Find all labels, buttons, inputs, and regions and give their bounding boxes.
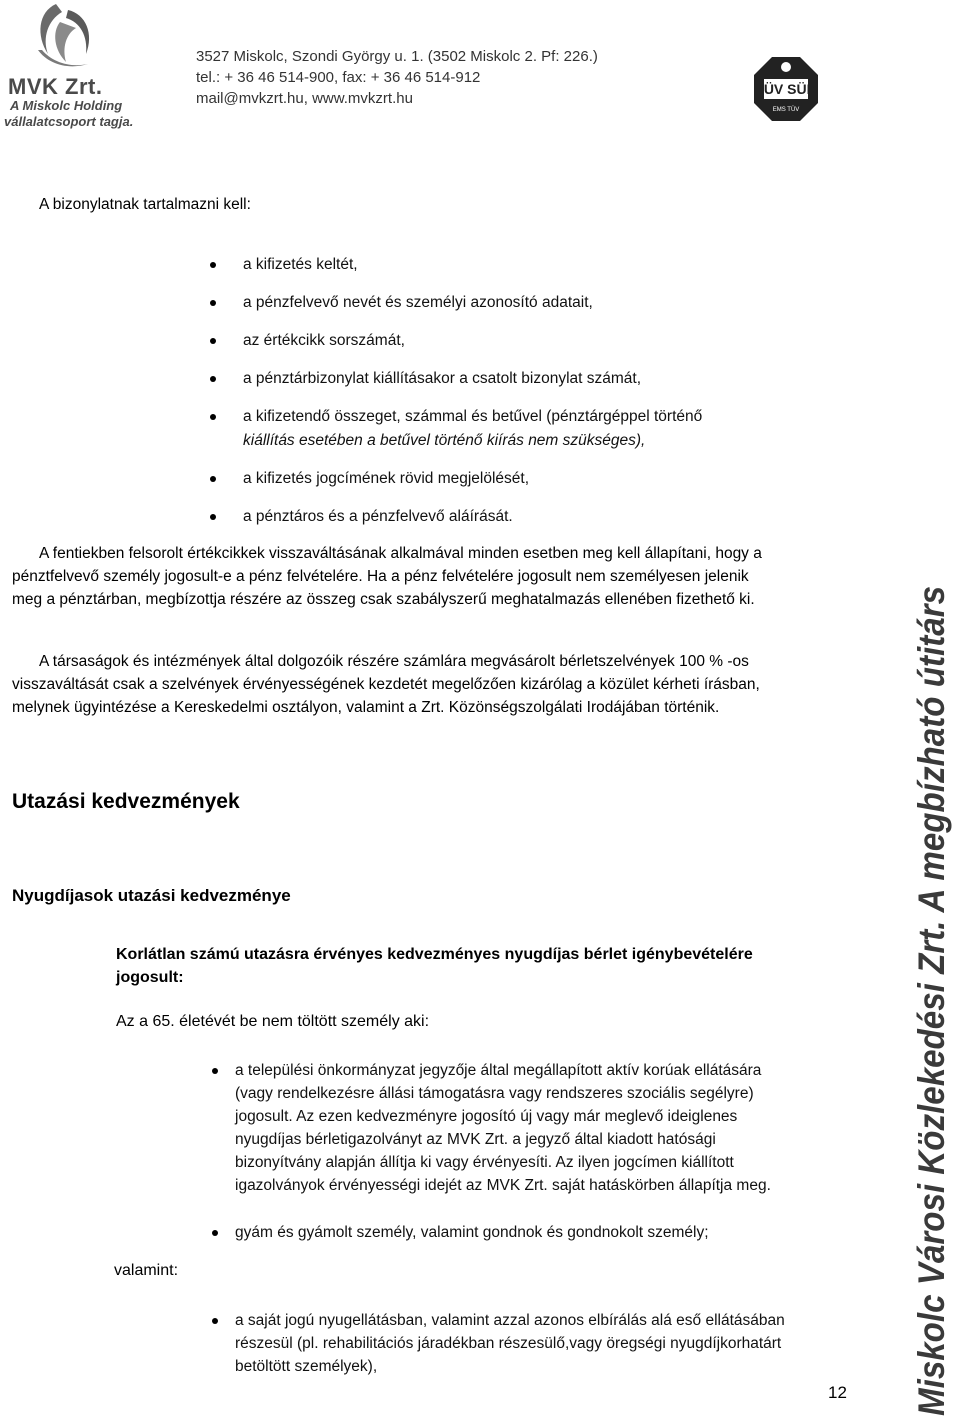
logo-subtitle: A Miskolc Holding (10, 98, 123, 113)
list-item: a kifizetés keltét, (243, 253, 358, 276)
list-item: a kifizetendő összeget, számmal és betűvel (pénztárgéppel történő (243, 405, 702, 428)
bullet-icon (210, 338, 216, 344)
bullet-icon (210, 476, 216, 482)
bullet-icon (210, 514, 216, 520)
list-item: a saját jogú nyugellátásban, valamint azzal azonos elbírálás alá eső ellátásában (235, 1309, 785, 1332)
list-item-continuation: igazolványok érvényességi idejét az MVK Zrt. saját hatáskörben állapítja meg. (235, 1177, 771, 1194)
phone-line: tel.: + 36 46 514-900, fax: + 36 46 514-912 (196, 69, 481, 86)
subsection-title: Nyugdíjasok utazási kedvezménye (12, 886, 291, 905)
list-item-continuation: (vagy rendelkezésre állási támogatásra vagy rendszeres szociális segélyre) (235, 1085, 754, 1102)
valamint-label: valamint: (114, 1262, 179, 1279)
intro-text: A bizonylatnak tartalmazni kell: (39, 196, 251, 213)
eligibility-heading: Korlátlan számú utazásra érvényes kedvezményes nyugdíjas bérlet igénybevételére jogosult: (116, 946, 753, 986)
list-item-continuation: kiállítás esetében a betűvel történő kiírás nem szükséges), (243, 432, 646, 449)
logo-subtitle-2: vállalatcsoport tagja. (4, 114, 134, 129)
tuv-label: TÜV SÜD (755, 81, 817, 97)
list-item: a kifizetés jogcímének rövid megjelölését, (243, 467, 529, 490)
paragraph-company-refund: A társaságok és intézmények által dolgozóik részére számlára megvásárolt bérletszelvények 100 % -os visszaváltását csak a szelvények érvényességének kezdetét megelőzően kizárólag a közület kérheti írásban, melynek ügyintézése a Kereskedelmi osztályon, valamint a Zrt. Közönségszolgálati Irodájában történik. (12, 653, 760, 716)
email-web-line: mail@mvkzrt.hu, www.mvkzrt.hu (196, 90, 413, 107)
list-item: a pénzfelvevő nevét és személyi azonosító adatait, (243, 291, 593, 314)
logo-emblem (8, 2, 158, 77)
list-item: az értékcikk sorszámát, (243, 329, 405, 352)
side-slogan (898, 578, 958, 1418)
list-item-continuation: részesül (pl. rehabilitációs járadékban részesülő,vagy öregségi nyugdíjkorhatárt (235, 1335, 782, 1352)
bullet-icon (210, 262, 216, 268)
list-item-continuation: betöltött személyek), (235, 1358, 378, 1375)
bullet-icon (212, 1318, 218, 1324)
bullet-icon (212, 1068, 218, 1074)
tuv-certification-logo (752, 55, 820, 123)
section-title: Utazási kedvezmények (12, 790, 240, 813)
page-number: 12 (828, 1383, 847, 1402)
side-slogan-text: Miskolc Városi Közlekedési Zrt. A megbízható útitárs (911, 578, 952, 1416)
list-item: a pénztáros és a pénzfelvevő aláírását. (243, 505, 513, 528)
address-line: 3527 Miskolc, Szondi György u. 1. (3502 Miskolc 2. Pf: 226.) (196, 48, 598, 65)
list-item: gyám és gyámolt személy, valamint gondnok és gondnokolt személy; (235, 1221, 709, 1244)
tuv-sub: EMS TÜV (772, 107, 800, 113)
list-item: a települési önkormányzat jegyzője által megállapított aktív korúak ellátására (235, 1059, 761, 1082)
bullet-icon (210, 376, 216, 382)
bullet-icon (210, 414, 216, 420)
bullet-icon (210, 300, 216, 306)
list-item-continuation: jogosult. Az ezen kedvezményre jogosító új vagy már meglevő ideiglenes (235, 1108, 738, 1125)
logo-name: MVK Zrt. (8, 74, 103, 99)
list-item-continuation: bizonyítvány alapján állítja ki vagy érvényesíti. Az ilyen jogcímen kiállított (235, 1154, 734, 1171)
list-item: a pénztárbizonylat kiállításakor a csatolt bizonylat számát, (243, 367, 641, 390)
age-condition: Az a 65. életévét be nem töltött személy aki: (116, 1013, 430, 1030)
list-item-continuation: nyugdíjas bérletigazolványt az MVK Zrt. a jegyző által kiadott hatósági (235, 1131, 716, 1148)
paragraph-refund-rules: A fentiekben felsorolt értékcikkek visszaváltásának alkalmával minden esetben meg kell állapítani, hogy a pénztfelvevő személy jogosult-e a pénz felvételére. Ha a pénz felvételére jogosult nem személyesen jelenik meg a pénztárban, megbízottja részére az összeg csak szabályszerű meghatalmazás ellenében fizethető ki. (12, 545, 762, 608)
bullet-icon (212, 1230, 218, 1236)
contact-block (196, 46, 598, 109)
